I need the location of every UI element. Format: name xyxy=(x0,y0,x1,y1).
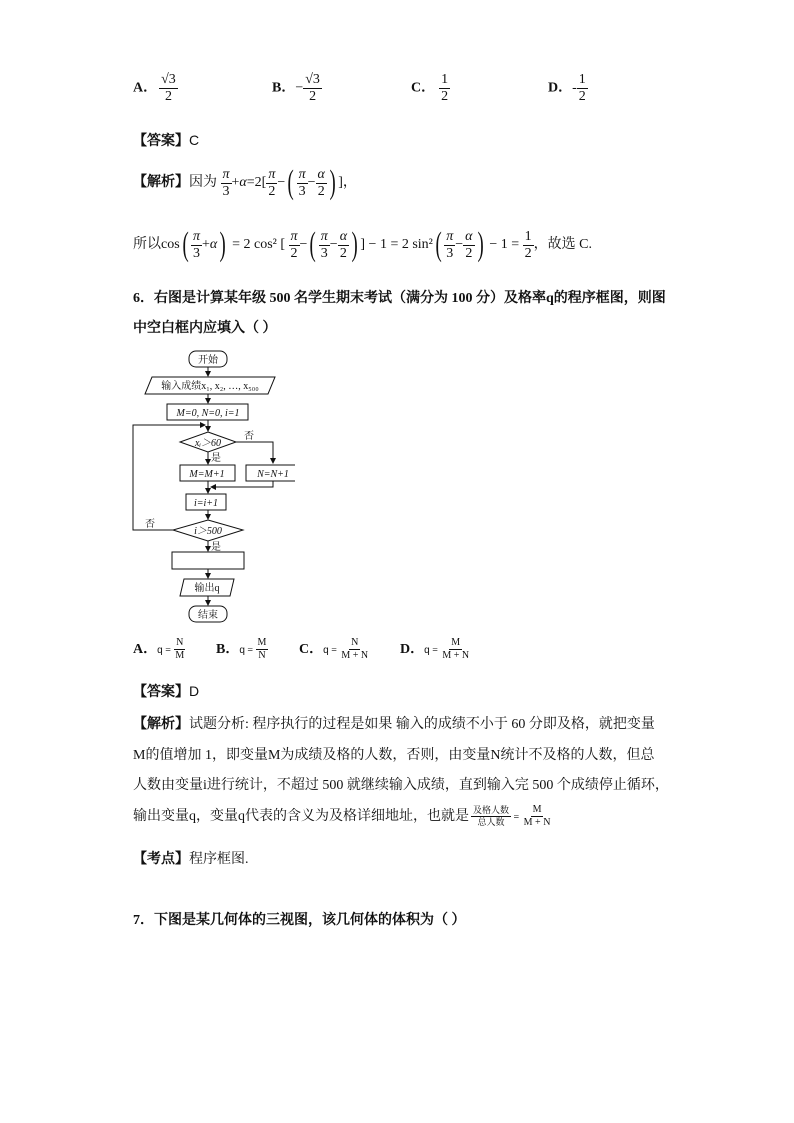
flow-yes1-label: 是 xyxy=(211,453,221,464)
q5-option-d: D．- $\frac{1}{2}$ xyxy=(548,72,586,104)
q6-analysis-line4: 输出变量q，变量q代表的含义为及格详细地址，也就是 $\frac{\text{及格人数}}{\text{总人数}}$ = $\frac{M}{M + N}$ xyxy=(133,804,551,829)
q6-analysis-line1: 【解析】试题分析: 程序执行的过程是如果 输入的成绩不小于 60 分即及格，就把变量 xyxy=(133,717,655,732)
q6-option-b: B．q = $\frac{M}{N}$ xyxy=(216,637,267,662)
q6-analysis-line2: M的值增加 1，即变量M为成绩及格的人数，否则，由变量N统计不及格的人数，但总 xyxy=(133,748,655,763)
flow-output-label: 输出q xyxy=(194,583,220,594)
flow-input-label: 输入成绩x₁, x₂, …, x₅₀₀ xyxy=(161,381,259,392)
flow-blank-box xyxy=(172,552,244,569)
q7-title: 7．下图是某几何体的三视图，该几何体的体积为（ ） xyxy=(133,913,466,928)
q6-option-c: C．q = $\frac{N}{M + N}$ xyxy=(299,637,369,662)
flow-n-inc-label: N=N+1 xyxy=(257,469,289,480)
flow-end-label: 结束 xyxy=(198,610,218,621)
flowchart xyxy=(125,345,295,625)
q5-answer: 【答案】C xyxy=(133,132,200,149)
q6-option-a: A．q = $\frac{N}{M}$ xyxy=(133,637,185,662)
flow-i-inc-label: i=i+1 xyxy=(193,498,219,509)
q6-title-line1: 6．右图是计算某年级 500 名学生期末考试（满分为 100 分）及格率q的程序框图，则图 xyxy=(133,291,666,306)
flow-cond2-label: i＞500 xyxy=(194,526,222,537)
flow-no1-label: 否 xyxy=(244,431,254,442)
q6-analysis-line3: 人数由变量i进行统计，不超过 500 就继续输入成绩，直到输入完 500 个成绩停止循环， xyxy=(133,778,669,793)
flow-start-label: 开始 xyxy=(198,355,218,366)
flow-init-label: M=0, N=0, i=1 xyxy=(176,408,240,419)
q5-analysis-line2: 所以cos( $\frac{\pi}{3}$ +α) = 2 cos² [ $\frac{\pi}{2}$ −( $\frac{\pi}{3}$ − $\frac{\alpha}{2}$ ) ] − 1 = 2 sin²( $\frac{\pi}{3}$ − $\frac{\alpha}{2}$ ) − 1 = $\frac{1}{2}$ ，故选 C. xyxy=(133,226,592,263)
q5-analysis-line1: 【解析】因为 $\frac{\pi}{3}$ +α=2[ $\frac{\pi}{2}$ −( $\frac{\pi}{3}$ − $\frac{\alpha}{2}$ ) ]， xyxy=(133,164,357,201)
q6-kaodian: 【考点】程序框图. xyxy=(133,852,249,867)
q5-option-a: A． $\frac{√3}{2}$ xyxy=(133,72,176,104)
q5-option-b: B．− $\frac{√3}{2}$ xyxy=(272,72,320,104)
q6-option-d: D．q = $\frac{M}{M + N}$ xyxy=(400,637,470,662)
flow-cond1-label: xᵢ＞60 xyxy=(194,438,222,449)
q5-option-c: C． $\frac{1}{2}$ xyxy=(411,72,449,104)
q6-title-line2: 中空白框内应填入（ ） xyxy=(133,321,277,336)
flow-no2-label: 否 xyxy=(145,519,155,530)
flow-yes2-label: 是 xyxy=(211,542,221,553)
q6-answer: 【答案】D xyxy=(133,683,200,700)
flow-m-inc-label: M=M+1 xyxy=(189,469,225,480)
